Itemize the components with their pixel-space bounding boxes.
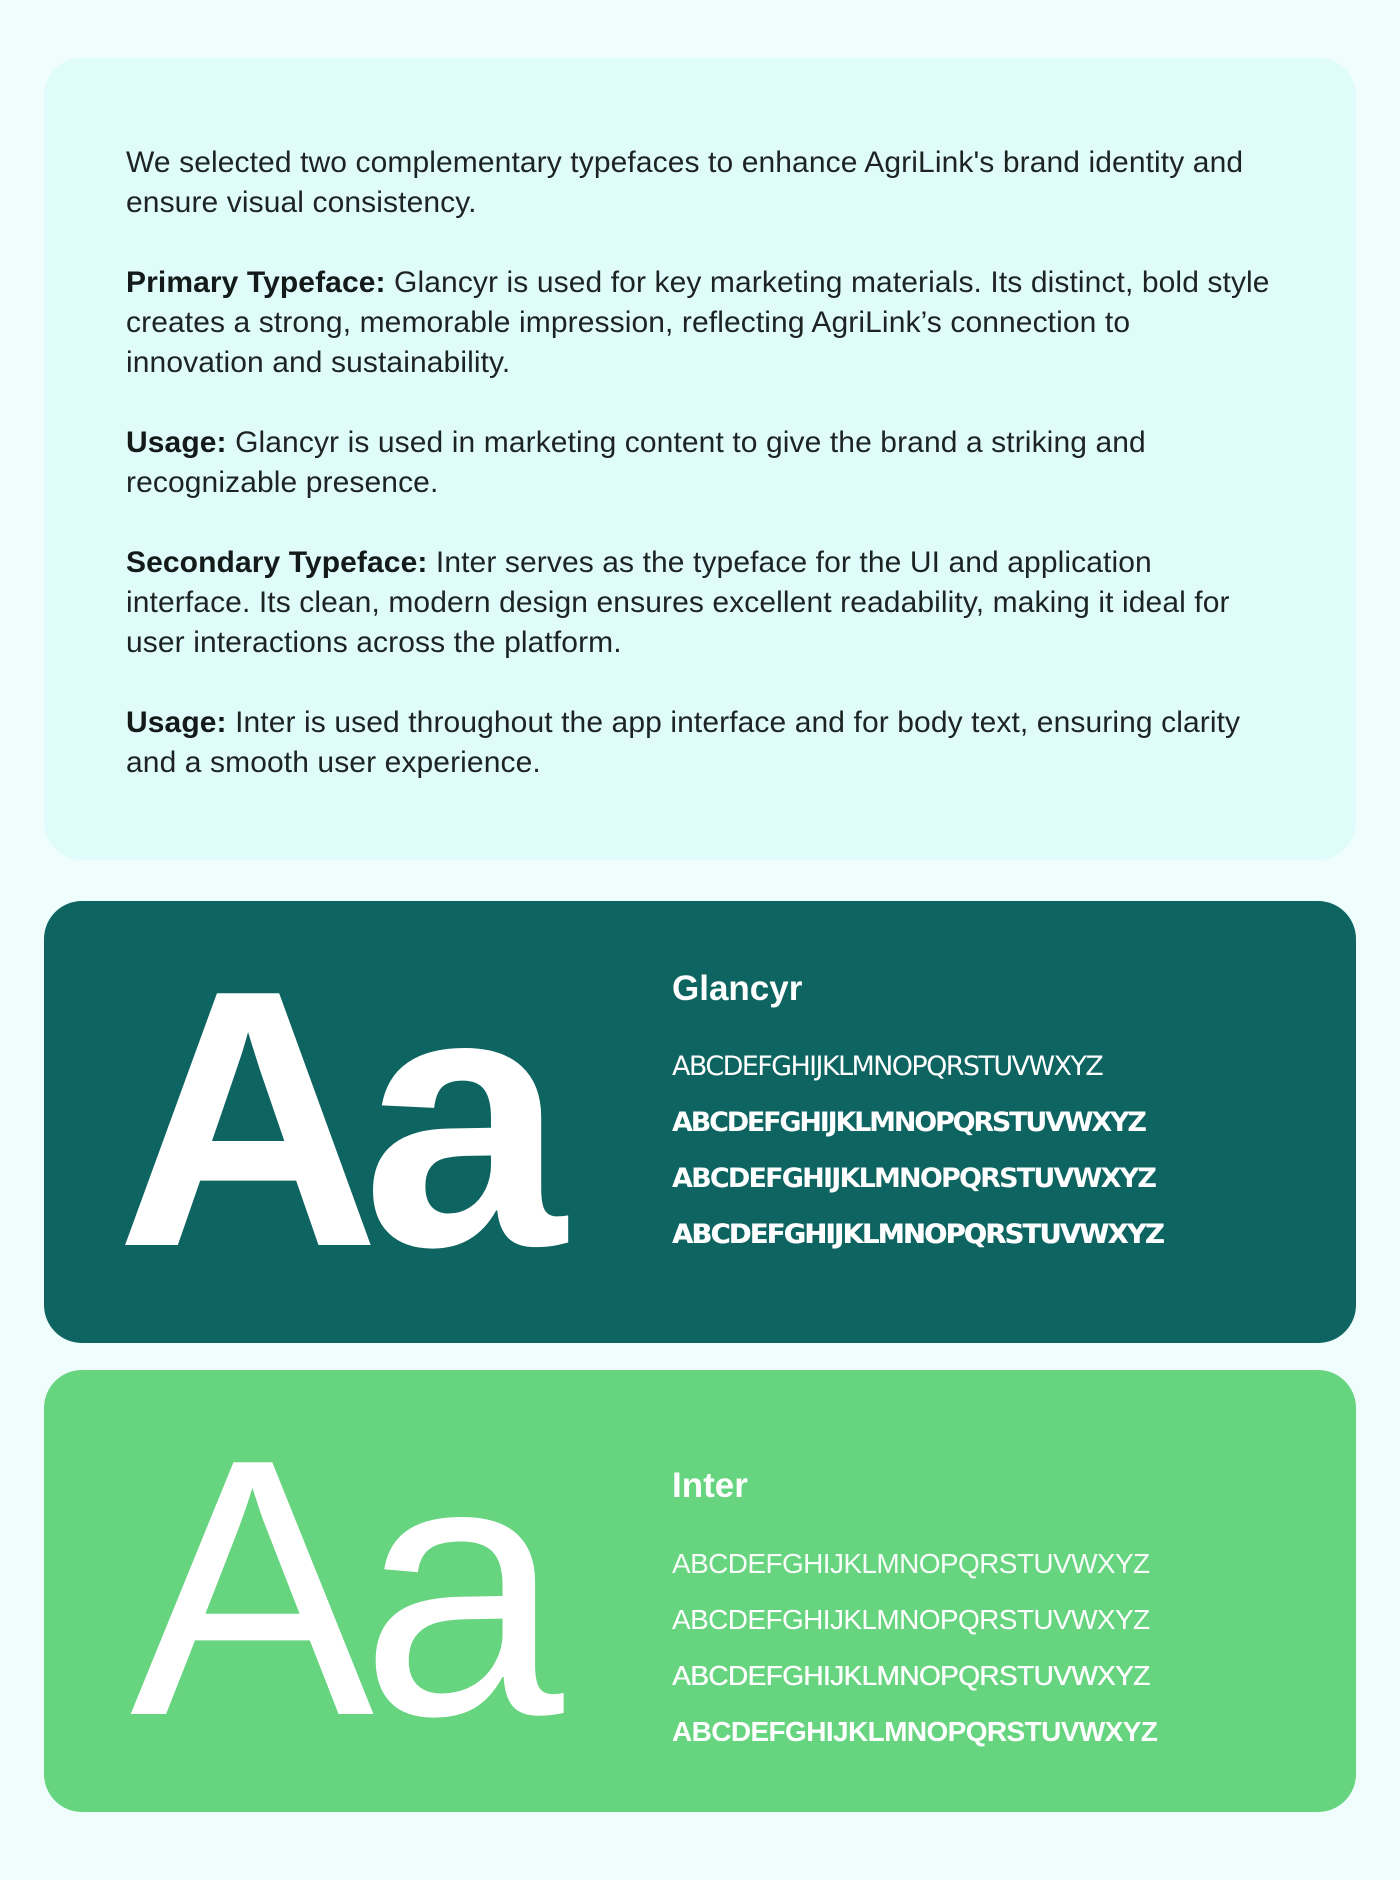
secondary-usage-paragraph <box>126 703 1274 783</box>
glancyr-font-name: Glancyr <box>672 969 803 1008</box>
primary-typeface-text: Glancyr is used for key marketing materials. Its distinct, bold style creates a strong, memorable impression, reflecting AgriLink’s connection to innovation and sustainability. <box>126 266 1270 379</box>
primary-usage-text: Glancyr is used in marketing content to give the brand a striking and recognizable presence. <box>126 426 1146 499</box>
inter-alphabet-light: ABCDEFGHIJKLMNOPQRSTUVWXYZ <box>672 1548 1150 1579</box>
glancyr-alphabet-black: ABCDEFGHIJKLMNOPQRSTUVWXYZ <box>672 1219 1163 1250</box>
inter-font-name: Inter <box>672 1466 748 1505</box>
secondary-typeface-label: Secondary Typeface: <box>126 546 428 579</box>
secondary-usage-label: Usage: <box>126 706 227 739</box>
inter-specimen-card <box>44 1370 1356 1812</box>
inter-sample-glyphs: Aa <box>130 1383 550 1792</box>
intro-paragraph <box>126 143 1274 223</box>
primary-typeface-paragraph <box>126 263 1274 383</box>
secondary-typeface-paragraph <box>126 543 1274 663</box>
intro-text: We selected two complementary typefaces to enhance AgriLink's brand identity and ensure visual consistency. <box>126 146 1244 219</box>
glancyr-specimen-card <box>44 901 1356 1343</box>
glancyr-alphabet-regular: ABCDEFGHIJKLMNOPQRSTUVWXYZ <box>672 1051 1103 1082</box>
secondary-typeface-text: Inter serves as the typeface for the UI and application interface. Its clean, modern design ensures excellent readability, making it ideal for user interactions across the platform. <box>126 546 1230 659</box>
inter-alphabet-bold: ABCDEFGHIJKLMNOPQRSTUVWXYZ <box>672 1716 1158 1747</box>
typography-intro-card <box>44 58 1356 860</box>
inter-alphabet-medium: ABCDEFGHIJKLMNOPQRSTUVWXYZ <box>672 1660 1150 1691</box>
glancyr-specimen <box>672 969 1332 1263</box>
primary-usage-label: Usage: <box>126 426 227 459</box>
primary-typeface-label: Primary Typeface: <box>126 266 386 299</box>
secondary-usage-text: Inter is used throughout the app interface and for body text, ensuring clarity and a smooth user experience. <box>126 706 1241 779</box>
glancyr-alphabet-medium: ABCDEFGHIJKLMNOPQRSTUVWXYZ <box>672 1107 1145 1138</box>
inter-alphabet-regular: ABCDEFGHIJKLMNOPQRSTUVWXYZ <box>672 1604 1150 1635</box>
primary-usage-paragraph <box>126 423 1274 503</box>
glancyr-alphabet-bold: ABCDEFGHIJKLMNOPQRSTUVWXYZ <box>672 1163 1156 1194</box>
inter-specimen <box>672 1466 1332 1760</box>
glancyr-sample-glyphs: Aa <box>116 914 548 1323</box>
